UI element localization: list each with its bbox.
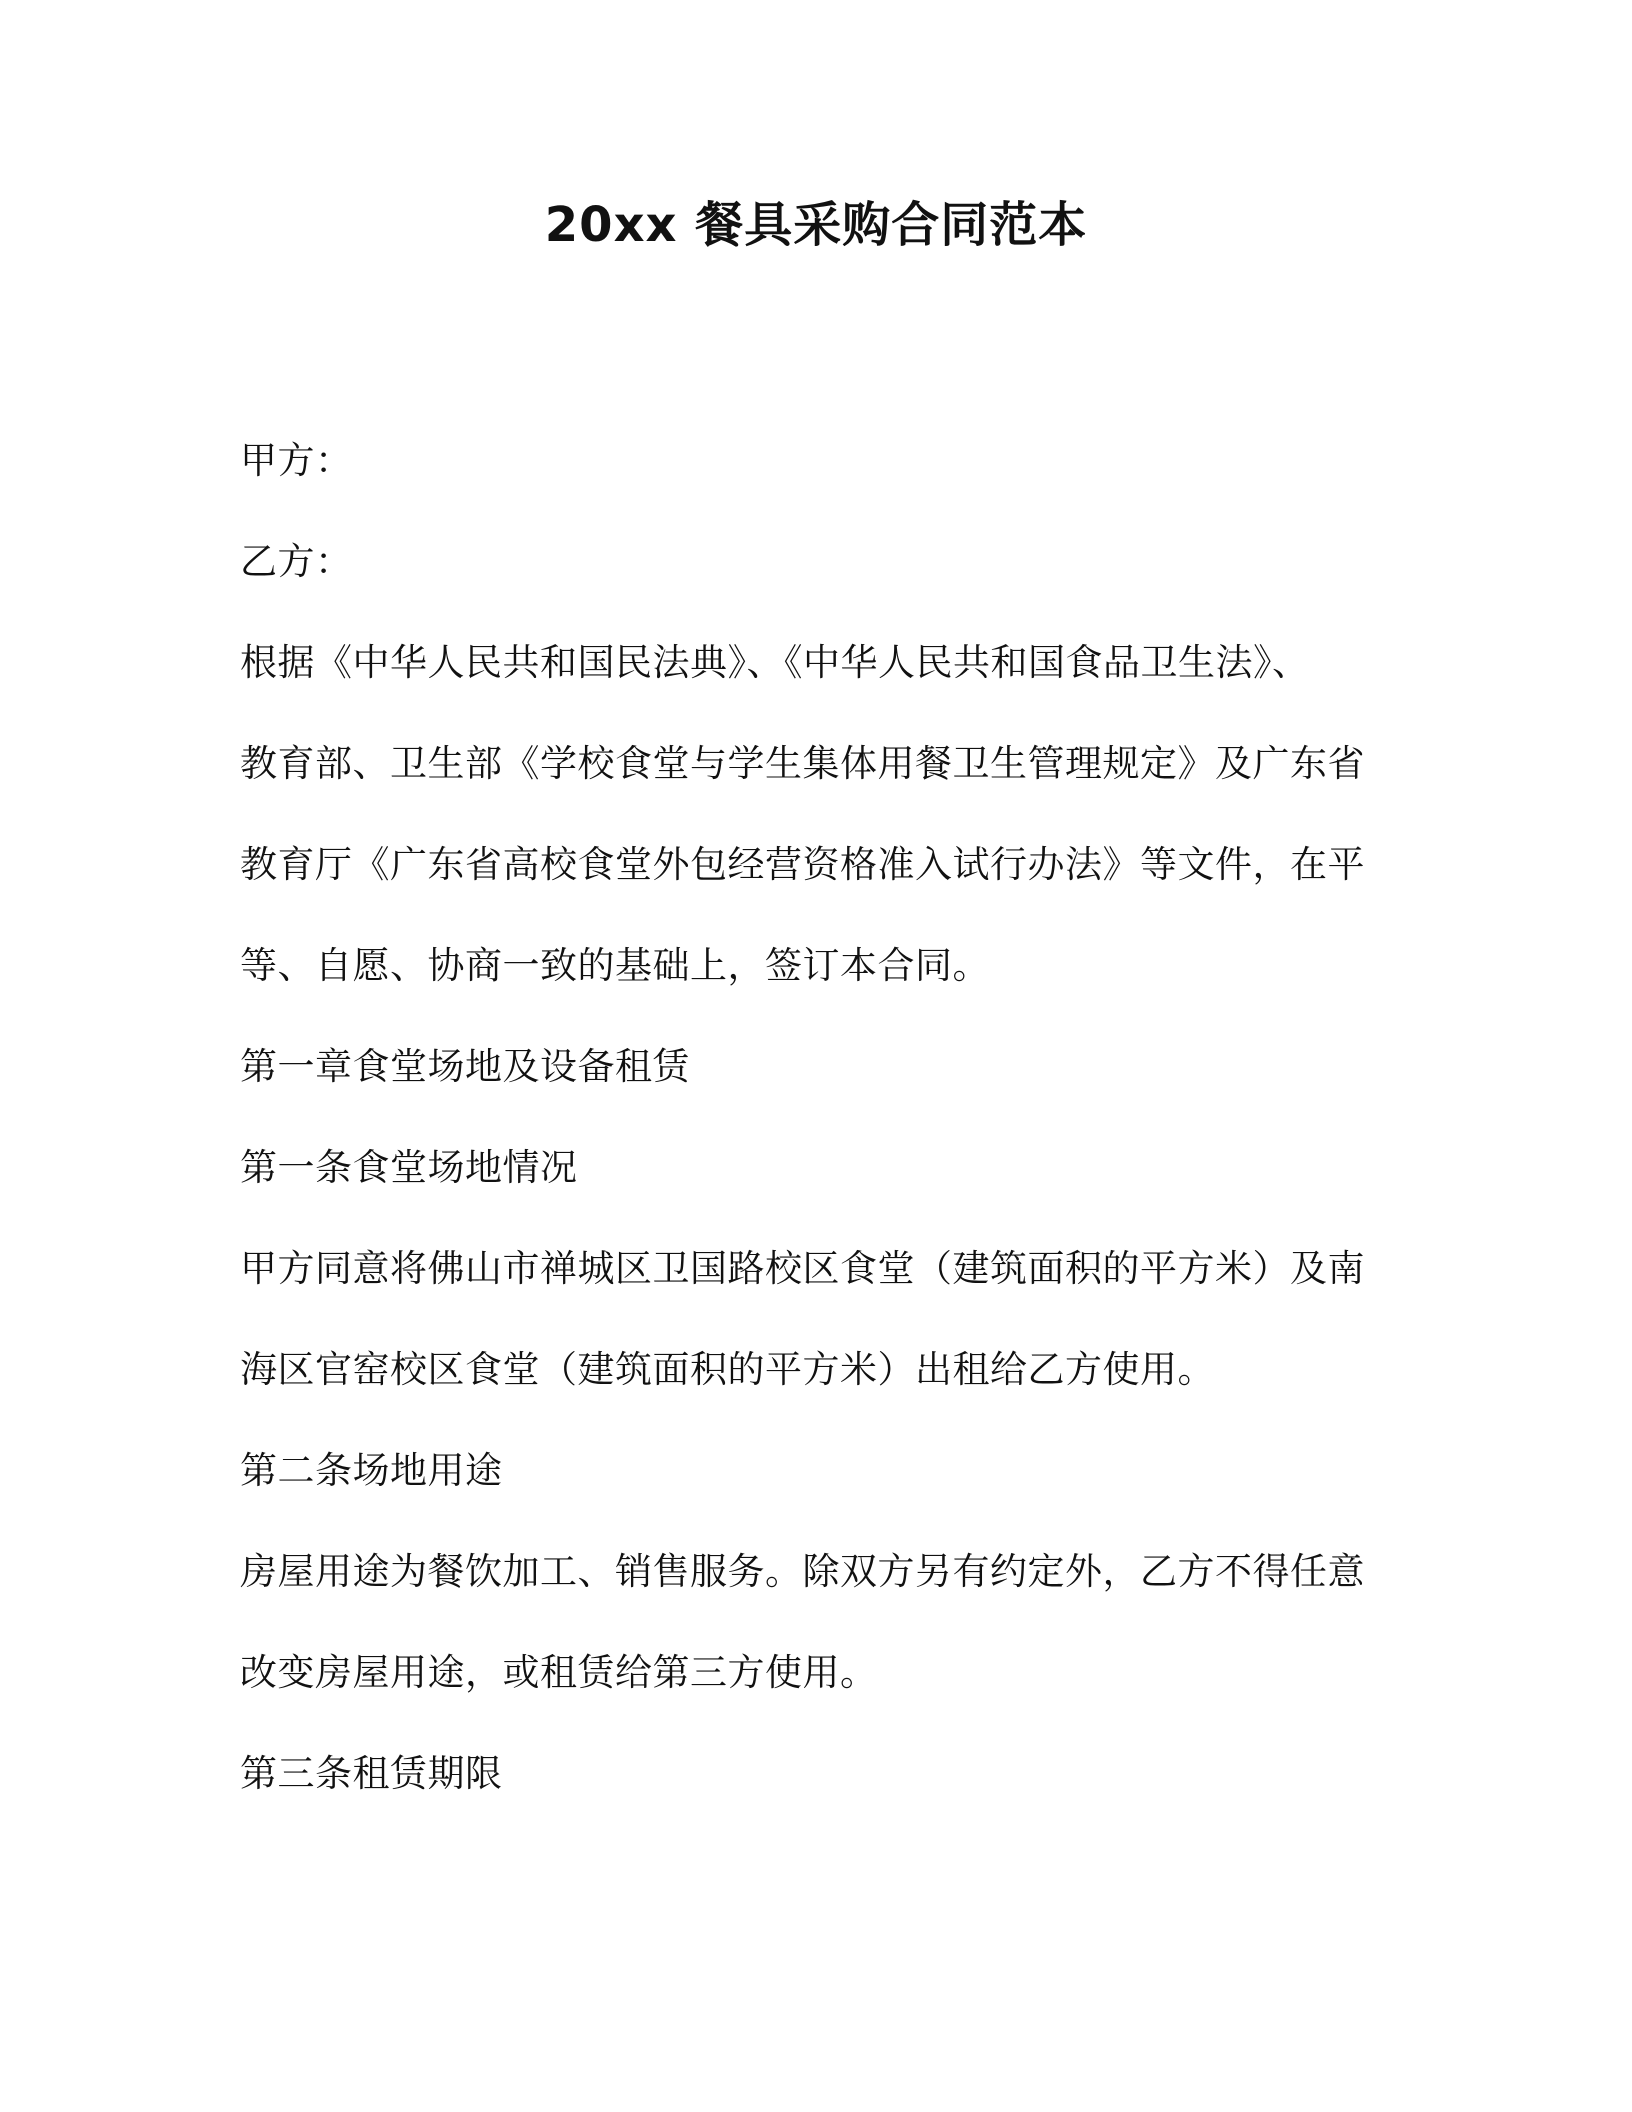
preamble-line-1: 根据《中华人民共和国民法典》、《中华人民共和国食品卫生法》、 bbox=[240, 641, 1310, 684]
preamble-line-4: 等、自愿、协商一致的基础上，签订本合同。 bbox=[240, 944, 990, 987]
article-2-text-line-1: 房屋用途为餐饮加工、销售服务。除双方另有约定外，乙方不得任意 bbox=[240, 1550, 1365, 1593]
document-body bbox=[240, 410, 1365, 1824]
article-2-text-line-2: 改变房屋用途，或租赁给第三方使用。 bbox=[240, 1651, 878, 1694]
article-1-text-line-2: 海区官窑校区食堂（建筑面积的平方米）出租给乙方使用。 bbox=[240, 1348, 1215, 1391]
preamble-line-2: 教育部、卫生部《学校食堂与学生集体用餐卫生管理规定》及广东省 bbox=[240, 742, 1365, 785]
article-2-heading: 第二条场地用途 bbox=[240, 1449, 503, 1492]
party-b-line: 乙方： bbox=[240, 540, 353, 583]
party-a-line: 甲方： bbox=[240, 439, 353, 482]
chapter-1-heading: 第一章食堂场地及设备租赁 bbox=[240, 1045, 690, 1088]
article-1-heading: 第一条食堂场地情况 bbox=[240, 1146, 578, 1189]
article-3-heading: 第三条租赁期限 bbox=[240, 1752, 503, 1795]
document-title: 20xx 餐具采购合同范本 bbox=[544, 197, 1088, 253]
preamble-line-3: 教育厅《广东省高校食堂外包经营资格准入试行办法》等文件，在平 bbox=[240, 843, 1365, 886]
article-1-text-line-1: 甲方同意将佛山市禅城区卫国路校区食堂（建筑面积的平方米）及南 bbox=[240, 1247, 1365, 1290]
